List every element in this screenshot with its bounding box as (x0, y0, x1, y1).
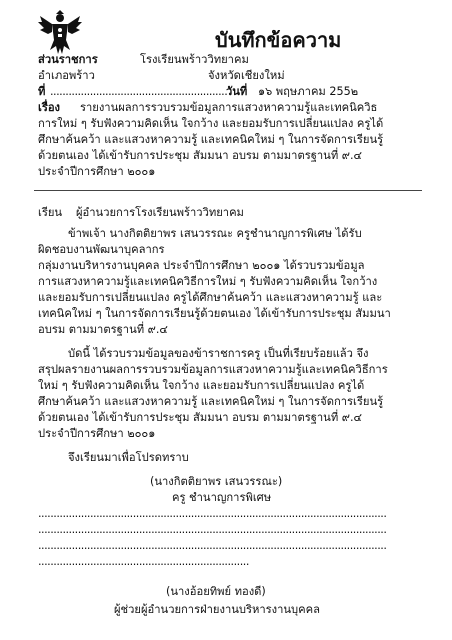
closing-text: จึงเรียนมาเพื่อโปรดทราบ (68, 451, 189, 464)
paragraph-line: และยอมรับการเปลี่ยนแปลง ครูได้ศึกษาค้นคว้า และแสวงหาความรู้ และ (38, 291, 383, 304)
subject-label: เรื่อง (38, 101, 61, 114)
signer-name: (นางกิตติยาพร เสนวรรณะ) (150, 475, 283, 488)
paragraph-line: บัดนี้ ได้รวบรวมข้อมูลของข้าราชการครู เป็นที่เรียบร้อยแล้ว จึง (68, 347, 369, 360)
header-divider (34, 190, 422, 191)
paragraph-line: ด้วยตนเอง ได้เข้ารับการประชุม สัมมนา อบรม ตามมาตรฐานที่ ๙.๔ (38, 411, 362, 424)
ref-prefix: ที่ (38, 85, 46, 98)
paragraph-line: ผิดชอบงานพัฒนาบุคลากร (38, 243, 165, 256)
subject-line: ประจำปีการศึกษา ๒๐๐๑ (38, 165, 156, 178)
date-label: วันที่ (226, 85, 248, 98)
paragraph-line: การแสวงหาความรู้และเทคนิควิธีการใหม่ ๆ รับฟังความคิดเห็น ใจกว้าง (38, 275, 378, 288)
district: อำเภอพร้าว (38, 69, 95, 82)
paragraph-line: ข้าพเจ้า นางกิตติยาพร เสนวรรณะ ครูชำนาญการพิเศษ ได้รับ (68, 227, 362, 240)
paragraph-line: เทคนิคใหม่ ๆ ในการจัดการเรียนรู้ด้วยตนเอง ได้เข้ารับการประชุม สัมมนา (38, 307, 391, 320)
paragraph-line: อบรม ตามมาตรฐานที่ ๙.๔ (38, 323, 168, 336)
comment-line: .................................................................................................................. (38, 539, 387, 552)
ref-dots: .......................................................... (50, 85, 228, 98)
approver-position: ผู้ช่วยผู้อำนวยการฝ่ายงานบริหารงานบุคคล (114, 603, 320, 616)
date-value: ๑๖ พฤษภาคม 255๒ (258, 85, 359, 98)
comment-line: .................................................................................................................. (38, 507, 387, 520)
paragraph-line: ใหม่ ๆ รับฟังความคิดเห็น ใจกว้าง และยอมรับการเปลี่ยนแปลง ครูได้ (38, 379, 365, 392)
paragraph-line: กลุ่มงานบริหารงานบุคคล ประจำปีการศึกษา ๒๐๐๑ ได้รวบรวมข้อมูล (38, 259, 365, 272)
salutation-value: ผู้อำนวยการโรงเรียนพร้าววิทยาคม (76, 206, 244, 219)
subject-line: การใหม่ ๆ รับฟังความคิดเห็น ใจกว้าง และยอมรับการเปลี่ยนแปลง ครูได้ (38, 117, 384, 130)
province: จังหวัดเชียงใหม่ (208, 69, 285, 82)
signer-position: ครู ชำนาญการพิเศษ (172, 491, 272, 504)
memo-title: บันทึกข้อความ (215, 28, 342, 52)
comment-line: ..................................................................... (38, 555, 249, 568)
paragraph-line: ประจำปีการศึกษา ๒๐๐๑ (38, 427, 156, 440)
agency-value: โรงเรียนพร้าววิทยาคม (140, 53, 249, 66)
paragraph-line: สรุปผลรายงานผลการรวบรวมข้อมูลการแสวงหาความรู้และเทคนิควิธีการ (38, 363, 388, 376)
approver-name: (นางอ้อยทิพย์ ทองดี) (166, 585, 266, 598)
comment-line: .................................................................................................................. (38, 523, 387, 536)
subject-line: รายงานผลการรวบรวมข้อมูลการแสวงหาความรู้และเทคนิควิธ (80, 101, 378, 114)
salutation-label: เรียน (38, 206, 63, 219)
subject-line: ศึกษาค้นคว้า และแสวงหาความรู้ และเทคนิคใหม่ ๆ ในการจัดการเรียนรู้ (38, 133, 384, 146)
paragraph-line: ศึกษาค้นคว้า และแสวงหาความรู้ และเทคนิคใหม่ ๆ ในการจัดการเรียนรู้ (38, 395, 384, 408)
subject-line: ด้วยตนเอง ได้เข้ารับการประชุม สัมมนา อบรม ตามมาตรฐานที่ ๙.๔ (38, 149, 362, 162)
garuda-emblem-icon (38, 10, 82, 56)
agency-label: ส่วนราชการ (38, 53, 98, 66)
